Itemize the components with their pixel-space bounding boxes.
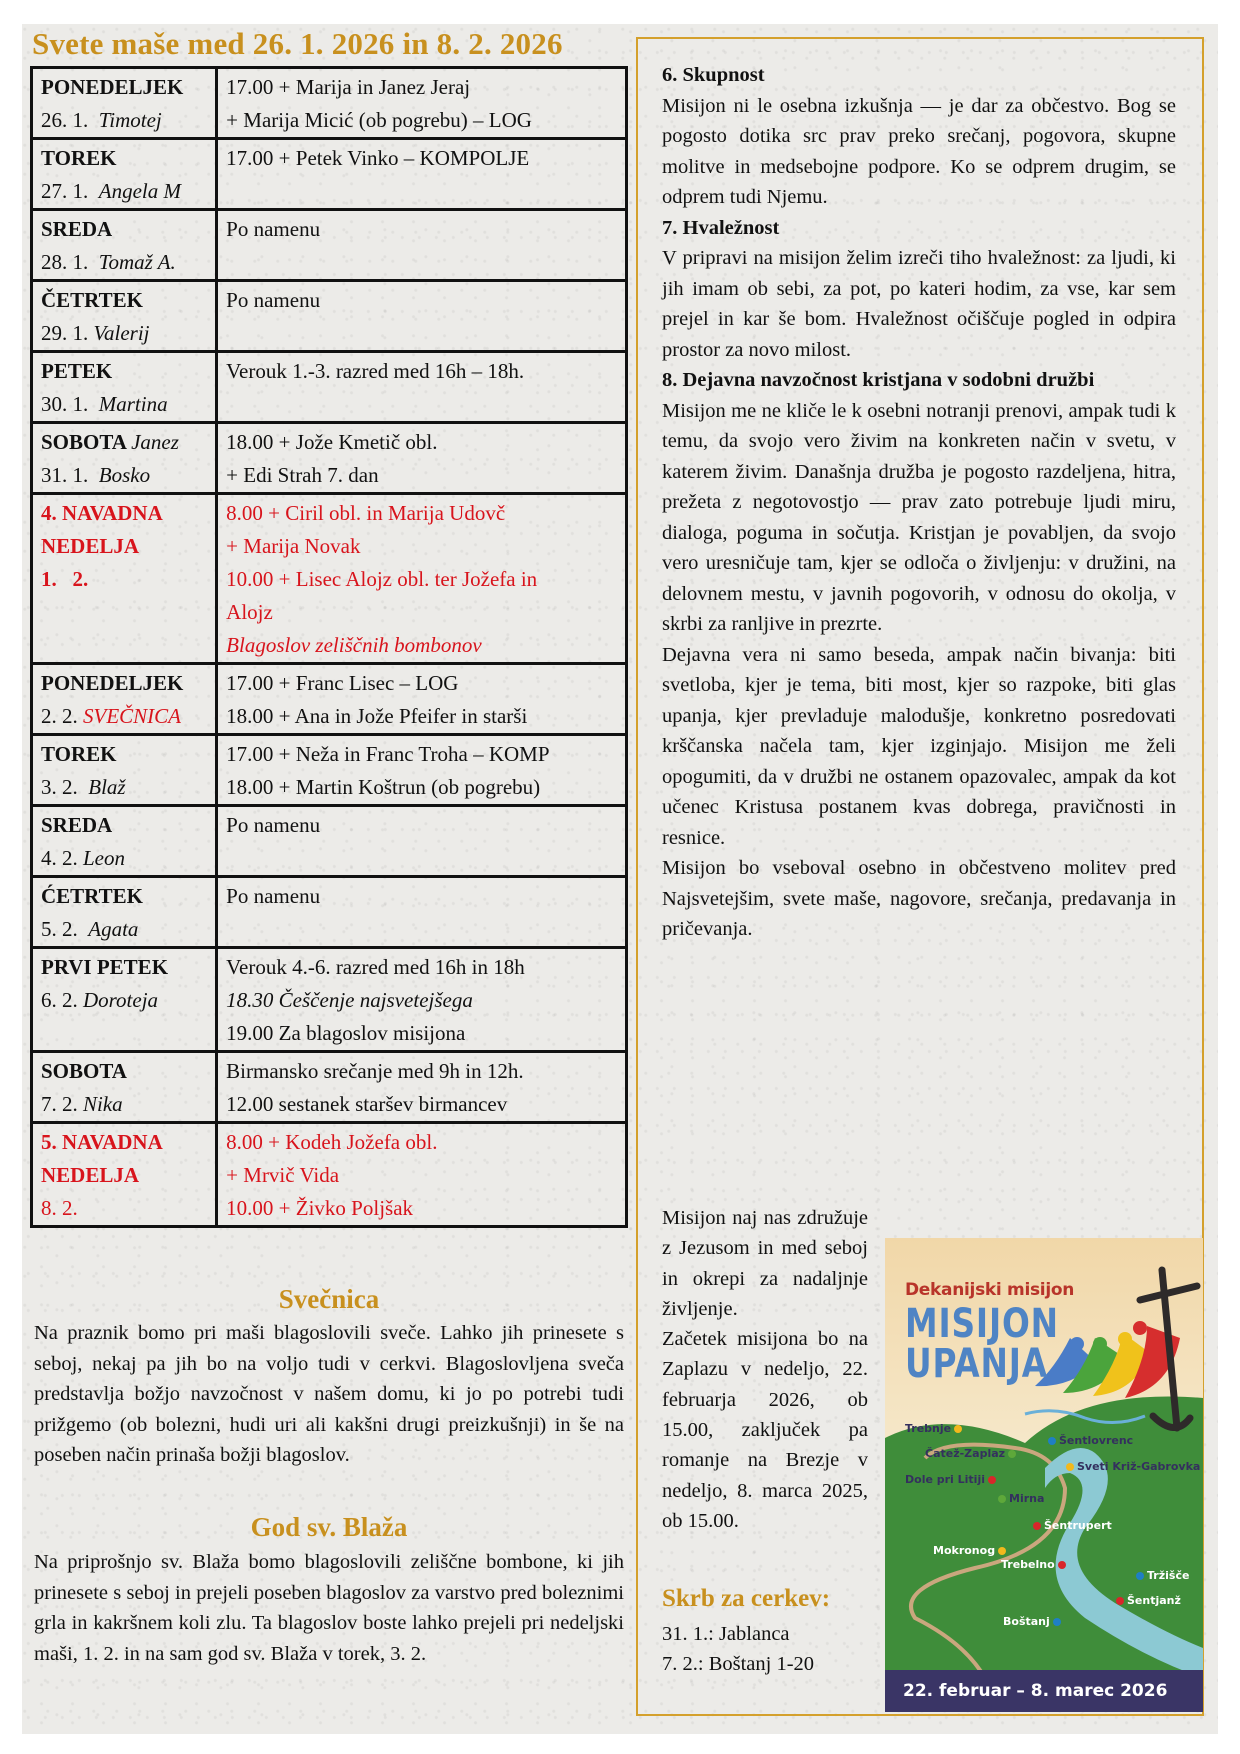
day-saint: Martina — [98, 392, 168, 416]
day-name: SOBOTA — [41, 1059, 127, 1083]
entry: Po namenu — [226, 813, 321, 837]
day-saint: Tomaž A. — [98, 250, 176, 274]
entry: + Marija Novak — [226, 534, 361, 558]
mission-poster — [885, 1238, 1203, 1712]
mission-dates-text: Začetek misijona bo na Zaplazu v nedeljo, 22. februarja 2026, ob 15.00, zaključek pa romanje na Brezje v nedeljo, 8. marca 2025, ob 15.00. — [662, 1328, 868, 1532]
entry: Verouk 1.-3. razred med 16h – 18h. — [226, 359, 525, 383]
dot-icon — [1053, 1618, 1061, 1626]
dot-icon — [1066, 1463, 1074, 1471]
entry: 10.00 + Lisec Alojz obl. ter Jožefa in — [226, 567, 538, 591]
day-saint: Valerij — [93, 321, 150, 345]
church-care-list — [662, 1619, 814, 1679]
dot-icon — [988, 1476, 996, 1484]
mass-schedule-table — [30, 66, 628, 1228]
day-saint: Agata — [88, 917, 139, 941]
day-date: 31. 1. — [41, 463, 89, 487]
day-date: 29. 1. — [41, 321, 89, 345]
place-label: Šentjanž — [1113, 1594, 1181, 1607]
day-date: 4. 2. — [41, 846, 78, 870]
day-name: TOREK — [41, 742, 117, 766]
day-date: 30. 1. — [41, 392, 89, 416]
dot-icon — [1048, 1437, 1056, 1445]
table-row — [32, 352, 627, 423]
section-8-paragraph-1: Misijon me ne kliče le k osebni notranji prenovi, ampak tudi k temu, da svojo vero živim na konkreten način v svetu, v katerem živim. Današnja družba je pogosto razdeljena, hitra, prežeta z negotovostjo — prav zato potrebuje ljudi miru, dialoga, poguma in sočutja. Kristjan je povabljen, da svojo vero uresničuje tam, kjer se odloča o življenju: v družini, na delovnem mestu, v javnih pogovorih, v odnosu do okolja, v skrbi za ranljive in prezrte. — [662, 399, 1176, 635]
day-saint: Leon — [83, 846, 125, 870]
day-name: PRVI PETEK — [41, 955, 169, 979]
entry: 17.00 + Neža in Franc Troha – KOMP — [226, 742, 550, 766]
dot-icon — [998, 1547, 1006, 1555]
table-row — [32, 735, 627, 806]
entry: 10.00 + Živko Poljšak — [226, 1196, 414, 1220]
entry: 18.30 Češčenje najsvetejšega — [226, 988, 473, 1012]
dot-icon — [1033, 1522, 1041, 1530]
entry: 18.00 + Martin Koštrun (ob pogrebu) — [226, 775, 541, 799]
day-date: 8. 2. — [41, 1196, 78, 1220]
entry: Birmansko srečanje med 9h in 12h. — [226, 1059, 524, 1083]
day-date: 27. 1. — [41, 179, 89, 203]
entry: Po namenu — [226, 884, 321, 908]
day-saint: Angela M — [98, 179, 181, 203]
day-date: 28. 1. — [41, 250, 89, 274]
entry: 19.00 Za blagoslov misijona — [226, 1021, 466, 1045]
day-date: 6. 2. — [41, 988, 78, 1012]
church-care-item: 7. 2.: Boštanj 1-20 — [662, 1653, 815, 1675]
table-row — [32, 281, 627, 352]
blaz-text: Na priprošnjo sv. Blaža bomo blagoslovili zeliščne bombone, ki jih prinesete s seboj in prejeli poseben blagoslov za varstvo pred boleznimi grla in kakršnem koli zlu. Ta blagoslov boste lahko prejeli pri nedeljski maši, 1. 2. in na sam god sv. Blaža v torek, 3. 2. — [34, 1551, 624, 1665]
table-row — [32, 806, 627, 877]
day-date: 3. 2. — [41, 775, 78, 799]
entry: Alojz — [226, 600, 273, 624]
day-saint: Doroteja — [83, 988, 159, 1012]
entry: 8.00 + Kodeh Jožefa obl. — [226, 1130, 438, 1154]
entry: + Edi Strah 7. dan — [226, 463, 379, 487]
table-row — [32, 68, 627, 139]
section-8-paragraph-4: Misijon naj nas združuje z Jezusom in med seboj in okrepi za nadaljnje življenje. — [662, 1207, 868, 1320]
place-label: Tržišče — [1133, 1569, 1189, 1582]
poster-dates: 22. februar – 8. marec 2026 — [885, 1670, 1203, 1712]
entry: Po namenu — [226, 217, 321, 241]
day-name: SOBOTA — [41, 430, 126, 454]
section-6-text: Misijon ni le osebna izkušnja — je dar za občestvo. Bog se pogosto dotika src prav preko srečanj, pogovora, skupne molitve in medsebojne podpore. Ko se odprem drugim, se odprem tudi Njemu. — [662, 94, 1176, 208]
day-saint-extra: Janez — [131, 430, 179, 454]
day-date: 1. 2. — [41, 567, 89, 591]
place-label: Dole pri Litiji — [905, 1473, 999, 1486]
entry: 8.00 + Ciril obl. in Marija Udovč — [226, 501, 506, 525]
place-label: Sveti Križ-Gabrovka — [1063, 1460, 1200, 1473]
place-label: Trebelno — [1001, 1558, 1069, 1571]
entry: 18.00 + Ana in Jože Pfeifer in starši — [226, 704, 528, 728]
place-label: Čatež-Zaplaz — [925, 1447, 1019, 1460]
table-row — [32, 948, 627, 1052]
day-name-2: NEDELJA — [41, 1163, 140, 1187]
dot-icon — [1116, 1597, 1124, 1605]
section-8-heading: 8. Dejavna navzočnost kristjana v sodobni družbi — [662, 369, 1095, 391]
day-date: 26. 1. — [41, 108, 89, 132]
section-8-paragraph-2: Dejavna vera ni samo beseda, ampak način bivanja: biti svetloba, kjer je tema, biti most, kjer so razpoke, biti glas upanja, kjer prevladuje malodušje, konkretno posredovati krščanska načela tam, kjer izginjajo. Misijon me želi opogumiti, da v družbi ne ostanem opazovalec, ampak da kot učenec Kristusa postanem kvas dobrega, pravičnosti in resnice. — [662, 643, 1176, 849]
place-label: Mirna — [995, 1492, 1044, 1505]
dot-icon — [998, 1495, 1006, 1503]
day-name: TOREK — [41, 146, 117, 170]
place-label: Trebnje — [905, 1422, 965, 1435]
day-name: 4. NAVADNA — [41, 501, 163, 525]
page-title: Svete maše med 26. 1. 2026 in 8. 2. 2026 — [32, 26, 563, 61]
section-8-paragraph-3: Misijon bo vseboval osebno in občestveno molitev pred Najsvetejšim, svete maše, nagovore, srečanja, predavanja in pričevanja. — [662, 857, 1176, 940]
svecnica-heading: Svečnica — [278, 1284, 380, 1314]
day-name: SREDA — [41, 813, 113, 837]
poster-subtitle: Dekanijski misijon — [905, 1280, 1075, 1300]
entry: Verouk 4.-6. razred med 16h in 18h — [226, 955, 525, 979]
table-row — [32, 1052, 627, 1123]
day-name: PONEDELJEK — [41, 75, 184, 99]
place-label: Mokronog — [933, 1544, 1009, 1557]
day-saint: Blaž — [88, 775, 126, 799]
svecnica-text: Na praznik bomo pri maši blagoslovili sveče. Lahko jih prinesete s seboj, nekaj pa jih bo na voljo tudi v cerkvi. Blagoslovljena sveča predstavlja božjo navzočnost v našem domu, ki jo po potrebi tudi prižgemo (ob bolezni, hudi uri ali kakšni drugi preizkušnji) in še na poseben način prinaša božji blagoslov. — [34, 1322, 624, 1466]
poster-title: MISIJON UPANJA — [905, 1301, 1059, 1387]
entry: 17.00 + Petek Vinko – KOMPOLJE — [226, 146, 530, 170]
entry: 17.00 + Marija in Janez Jeraj — [226, 75, 471, 99]
church-care-item: 31. 1.: Jablanca — [662, 1623, 790, 1645]
day-date: 7. 2. — [41, 1092, 78, 1116]
place-label: Šentrupert — [1030, 1519, 1112, 1532]
entry: + Mrvič Vida — [226, 1163, 340, 1187]
day-name-2: NEDELJA — [41, 534, 140, 558]
day-date: 2. 2. — [41, 704, 78, 728]
table-row — [32, 210, 627, 281]
entry: 17.00 + Franc Lisec – LOG — [226, 671, 459, 695]
entry-note: Blagoslov zeliščnih bombonov — [226, 633, 482, 657]
day-date: 5. 2. — [41, 917, 78, 941]
table-row — [32, 877, 627, 948]
table-row-sunday — [32, 494, 627, 664]
table-row — [32, 664, 627, 735]
entry: 12.00 sestanek staršev birmancev — [226, 1092, 508, 1116]
day-saint: Bosko — [98, 463, 151, 487]
entry: + Marija Micić (ob pogrebu) – LOG — [226, 108, 532, 132]
dot-icon — [1008, 1450, 1016, 1458]
section-7-text: V pripravi na misijon želim izreči tiho hvaležnost: za ljudi, ki jih imam ob sebi, za pot, po kateri hodim, za vse, kar sem prejel in kar še bom. Hvaležnost očiščuje pogled in odpira prostor za novo milost. — [662, 247, 1176, 361]
dot-icon — [1058, 1561, 1066, 1569]
day-name: SREDA — [41, 217, 113, 241]
day-name: ĆETRTEK — [41, 884, 143, 908]
day-saint: Nika — [83, 1092, 123, 1116]
day-feast: SVEČNICA — [83, 704, 181, 728]
table-row — [32, 423, 627, 494]
day-name: PONEDELJEK — [41, 671, 184, 695]
place-label: Šentlovrenc — [1045, 1434, 1133, 1447]
dot-icon — [1136, 1572, 1144, 1580]
mission-info-narrow — [662, 1203, 868, 1536]
church-care-heading: Skrb za cerkev: — [662, 1585, 831, 1612]
place-label: Boštanj — [1003, 1615, 1064, 1628]
table-row-sunday — [32, 1123, 627, 1227]
section-6-heading: 6. Skupnost — [662, 64, 765, 86]
mission-text — [662, 60, 1176, 945]
table-row — [32, 139, 627, 210]
day-name: PETEK — [41, 359, 113, 383]
section-7-heading: 7. Hvaležnost — [662, 216, 780, 239]
day-name: 5. NAVADNA — [41, 1130, 163, 1154]
blaz-heading: God sv. Blaža — [250, 1512, 408, 1542]
entry: 18.00 + Jože Kmetič obl. — [226, 430, 438, 454]
day-name: ČETRTEK — [41, 288, 143, 312]
entry: Po namenu — [226, 288, 321, 312]
dot-icon — [954, 1425, 962, 1433]
day-saint: Timotej — [98, 108, 162, 132]
